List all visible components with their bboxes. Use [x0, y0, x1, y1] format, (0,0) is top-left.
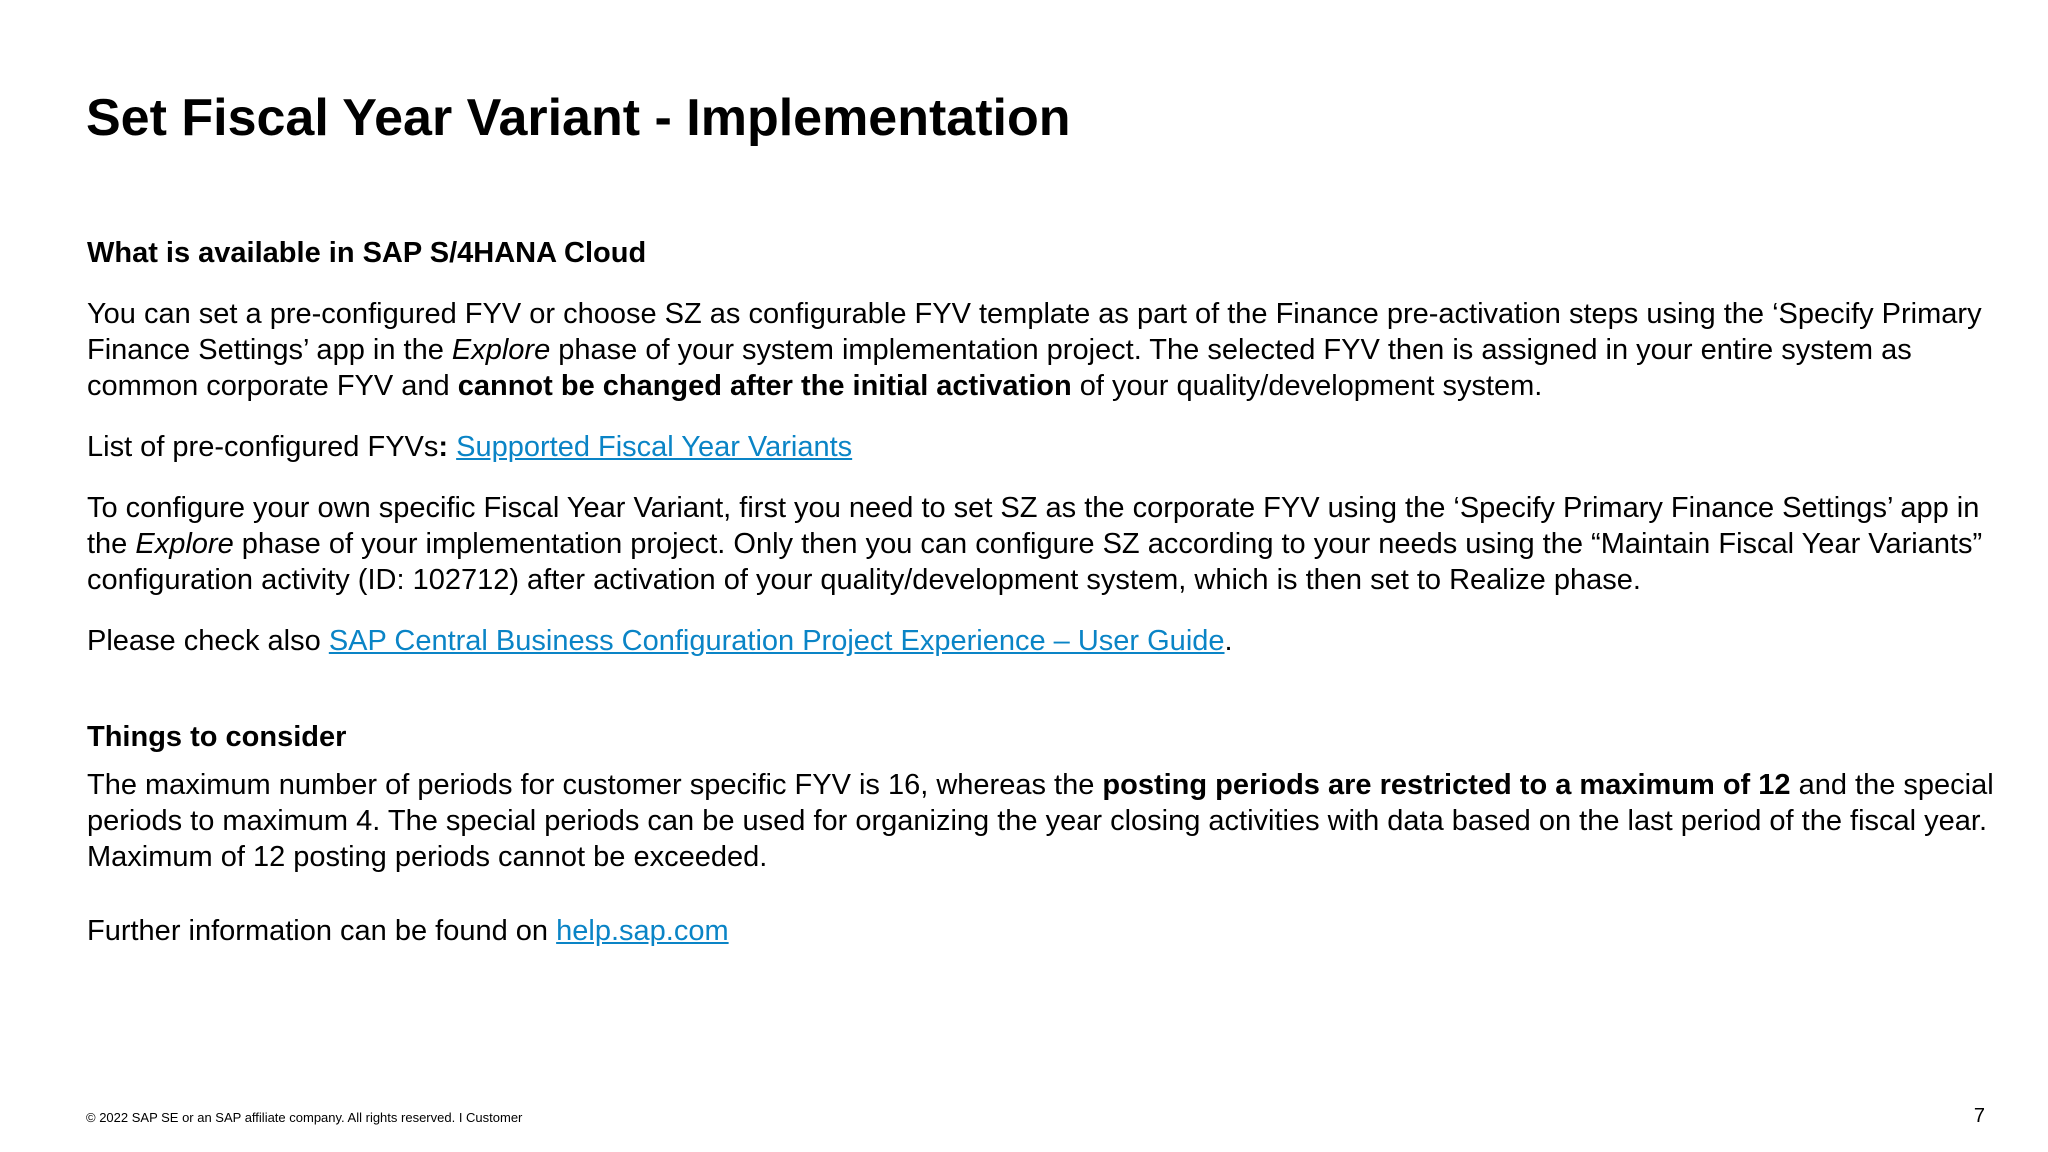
slide-title: Set Fiscal Year Variant - Implementation [86, 89, 1071, 147]
activation-warning: cannot be changed after the initial activation [457, 370, 1072, 402]
paragraph-text: phase of your implementation project. Only then you can configure SZ according to your needs using the “Maintain Fiscal Year Variants” configuration activity (ID: 102712) after activation of your quality/development system, which is then set to Realize phase. [87, 528, 1983, 596]
colon: : [438, 431, 449, 463]
paragraph-text: List of pre-configured FYVs [87, 431, 439, 463]
explore-emphasis: Explore [135, 528, 234, 560]
configuration-paragraph [87, 490, 2007, 598]
paragraph-text: To configure your own specific Fiscal Year Variant, first you need to set SZ as the corporate FYV using the ‘Specify Primary Finance Settings’ app in the [87, 492, 1980, 560]
availability-paragraph [87, 296, 2007, 404]
preconfigured-list-paragraph [87, 429, 2007, 465]
section-heading-considerations: Things to consider [87, 721, 347, 753]
paragraph-text: You can set a pre-configured FYV or choose SZ as configurable FYV template as part of the Finance pre-activation steps using the ‘Specify Primary Finance Settings’ app in the [87, 298, 1982, 366]
page-number: 7 [1973, 1105, 1985, 1127]
paragraph-text: of your quality/development system. [1071, 370, 1543, 402]
paragraph-text: Please check also [87, 625, 329, 657]
posting-periods-restriction: posting periods are restricted to a maximum of 12 [1102, 769, 1791, 801]
periods-paragraph [87, 767, 2007, 875]
user-guide-paragraph [87, 623, 2007, 659]
paragraph-text: and the special periods to maximum 4. The special periods can be used for organizing the year closing activities with data based on the last period of the fiscal year. Maximum of 12 posting periods cannot be exceeded. [87, 769, 1994, 873]
help-sap-link[interactable]: help.sap.com [556, 915, 729, 947]
paragraph-text: The maximum number of periods for customer specific FYV is 16, whereas the [87, 769, 1103, 801]
supported-fiscal-year-variants-link[interactable]: Supported Fiscal Year Variants [456, 431, 853, 463]
further-information-paragraph [87, 913, 2007, 949]
footer-copyright: © 2022 SAP SE or an SAP affiliate company. All rights reserved. I Customer [86, 1110, 523, 1125]
paragraph-text: Further information can be found on [87, 915, 557, 947]
paragraph-text: phase of your system implementation project. The selected FYV then is assigned in your entire system as common corporate FYV and [87, 334, 1912, 402]
user-guide-link[interactable]: SAP Central Business Configuration Project Experience – User Guide [328, 625, 1225, 657]
section-heading-availability: What is available in SAP S/4HANA Cloud [87, 237, 647, 269]
paragraph-text: . [1224, 625, 1233, 657]
slide-content [87, 235, 2007, 949]
explore-emphasis: Explore [451, 334, 551, 366]
